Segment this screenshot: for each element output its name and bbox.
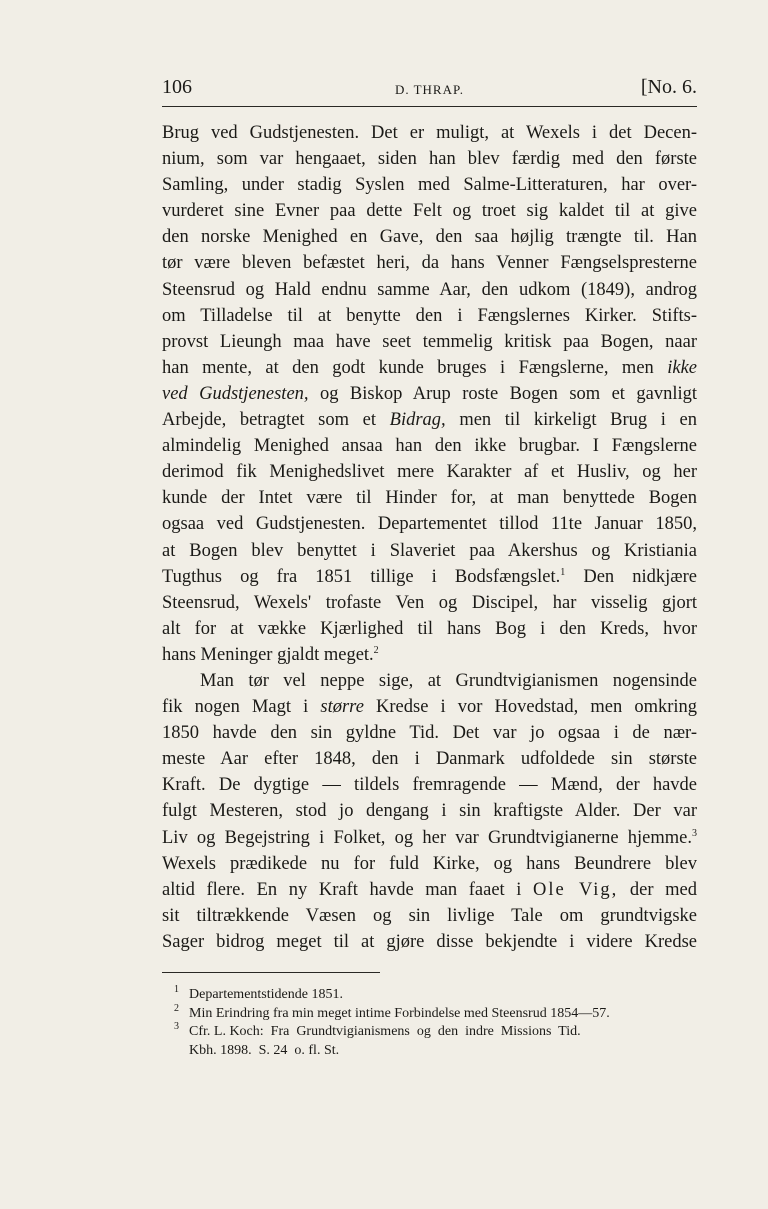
running-header — [162, 76, 697, 107]
text-line: alt for at vække Kjærlighed til hans Bog i den Kreds, hvor — [162, 618, 697, 639]
text-line: fulgt Mesteren, stod jo dengang i sin kraftigste Alder. Der var — [162, 801, 697, 822]
text-line: 1850 havde den sin gyldne Tid. Det var jo ogsaa i de nær- — [162, 723, 697, 744]
text-line: tør være bleven befæstet heri, da hans Venner Fængselspresterne — [162, 253, 697, 274]
footnotes — [174, 986, 697, 1060]
page-number: 106 — [162, 76, 192, 98]
text-line: nium, som var hengaaet, siden han blev færdig med den første — [162, 149, 697, 170]
emphasis-ikke: ikke — [667, 357, 697, 378]
text-line: fik nogen Magt i større Kredse i vor Hovedstad, men omkring — [162, 697, 698, 718]
text-line: han mente, at den godt kunde bruges i Fængslerne, men ikke — [162, 357, 697, 378]
text-line: Man tør vel neppe sige, at Grundtvigianismen nogensinde — [200, 670, 697, 691]
footnote: $^2$ Min Erindring fra min meget intime Forbindelse med Steensrud 1854—57. — [174, 1002, 610, 1021]
footnote: $^3$ Cfr. L. Koch: Fra Grundtvigianismens og den indre Missions Tid. — [174, 1021, 581, 1039]
footnote-ref: 1 — [560, 566, 566, 578]
footnote-ref: 2 — [373, 644, 379, 656]
footnote-continuation: Kbh. 1898. S. 24 o. fl. St. — [189, 1042, 340, 1058]
footnote-ref: 3 — [692, 827, 697, 839]
text-line: om Tilladelse til at benytte den i Fængslernes Kirker. Stifts- — [162, 305, 697, 326]
footnote: $^1$ Departementstidende 1851. — [174, 984, 343, 1002]
text-line: hans Meninger gjaldt meget.$^2$ — [162, 644, 379, 665]
emphasis-gudstjenesten: ved Gudstjenesten, — [162, 383, 309, 404]
text-line: sit tiltrækkende Væsen og sin livlige Tale om grundtvigske — [162, 905, 697, 926]
text-line: Liv og Begejstring i Folket, og her var Grundtvigianerne hjemme.$^3$ — [162, 827, 697, 848]
text-line: Wexels prædikede nu for fuld Kirke, og hans Beundrere blev — [162, 853, 697, 874]
text-line: Tugthus og fra 1851 tillige i Bodsfængslet.$^1$ Den nidkjære — [162, 566, 697, 587]
text-line: provst Lieungh maa have seet temmelig kritisk paa Bogen, naar — [162, 331, 697, 352]
text-line: derimod fik Menighedslivet mere Karakter af et Husliv, og her — [162, 462, 697, 483]
text-line: Sager bidrog meget til at gjøre disse bekjendte i videre Kredse — [162, 931, 697, 952]
text-line: den norske Menighed en Gave, den saa højlig trængte til. Han — [162, 227, 697, 248]
emphasis-stoerre: større — [320, 697, 364, 718]
text-line: altid flere. En ny Kraft havde man faaet i Ole Vig, der med — [162, 879, 697, 900]
footnote-divider — [162, 972, 380, 973]
text-line: at Bogen blev benyttet i Slaveriet paa Akershus og Kristiania — [162, 540, 697, 561]
body-text — [162, 120, 697, 955]
text-line: ved Gudstjenesten, og Biskop Arup roste Bogen som et gavnligt — [162, 383, 697, 404]
text-line: vurderet sine Evner paa dette Felt og troet sig kaldet til at give — [162, 201, 697, 222]
text-line: ogsaa ved Gudstjenesten. Departementet tillod 11te Januar 1850, — [162, 514, 697, 535]
text-line: Steensrud og Hald endnu samme Aar, den udkom (1849), androg — [162, 279, 697, 300]
text-line: meste Aar efter 1848, den i Danmark udfoldede sin største — [162, 749, 697, 770]
issue-number: [No. 6. — [640, 76, 697, 98]
text-line: Steensrud, Wexels' trofaste Ven og Discipel, har visselig gjort — [162, 592, 697, 613]
emphasis-bidrag: Bidrag, — [389, 410, 446, 431]
spaced-name-ole-vig: Ole Vig, — [533, 879, 619, 900]
running-title: D. THRAP. — [394, 82, 465, 97]
text-line: Kraft. De dygtige — tildels fremragende — Mænd, der havde — [162, 775, 697, 796]
text-line: almindelig Menighed ansaa han den ikke brugbar. I Fængslerne — [162, 436, 697, 457]
text-line: Samling, under stadig Syslen med Salme-Litteraturen, har over- — [162, 175, 697, 196]
text-line: Arbejde, betragtet som et Bidrag, men til kirkeligt Brug i en — [162, 410, 698, 431]
text-line: Brug ved Gudstjenesten. Det er muligt, at Wexels i det Decen- — [162, 123, 697, 143]
text-line: kunde der Intet være til Hinder for, at man benyttede Bogen — [162, 488, 697, 509]
